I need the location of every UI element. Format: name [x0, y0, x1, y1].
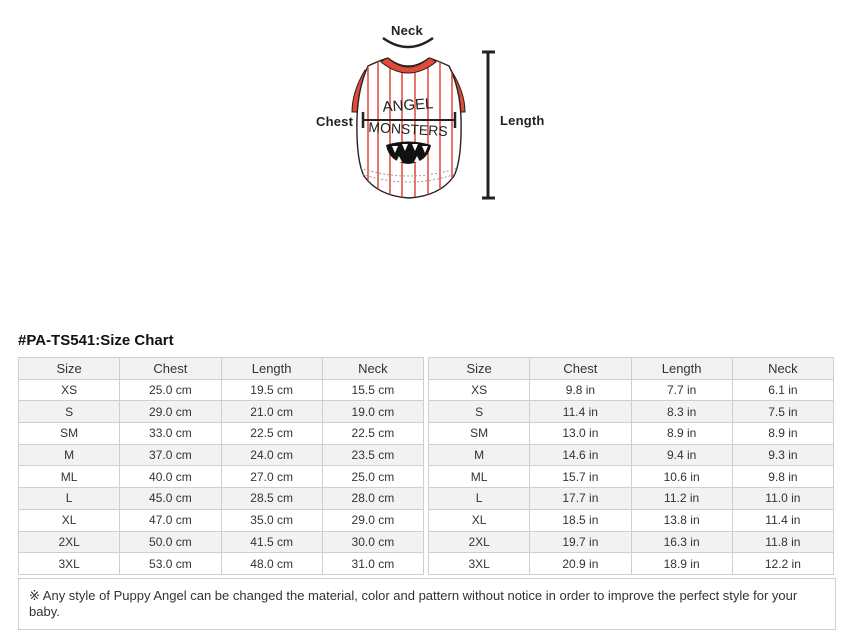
measure-cell: 7.7 in: [631, 379, 732, 401]
table-row: [19, 531, 424, 553]
table-row: [429, 444, 834, 466]
header-cell: Neck: [732, 358, 833, 380]
table-row: [19, 509, 424, 531]
size-cell: M: [429, 444, 530, 466]
table-row: [19, 466, 424, 488]
table-row: [429, 466, 834, 488]
measure-cell: 8.9 in: [631, 423, 732, 445]
header-cell: Chest: [530, 358, 631, 380]
measure-cell: 21.0 cm: [221, 401, 322, 423]
size-cell: 3XL: [19, 553, 120, 575]
measure-cell: 24.0 cm: [221, 444, 322, 466]
table-row: [429, 531, 834, 553]
table-row: [19, 444, 424, 466]
table-header-row: [19, 358, 424, 380]
measure-cell: 29.0 cm: [322, 509, 423, 531]
measure-cell: 9.8 in: [530, 379, 631, 401]
size-cell: XS: [429, 379, 530, 401]
header-cell: Size: [429, 358, 530, 380]
table-row: [429, 379, 834, 401]
header-cell: Length: [221, 358, 322, 380]
measure-cell: 20.9 in: [530, 553, 631, 575]
measure-cell: 17.7 in: [530, 488, 631, 510]
table-row: [19, 379, 424, 401]
measure-cell: 8.3 in: [631, 401, 732, 423]
measure-cell: 30.0 cm: [322, 531, 423, 553]
header-cell: Size: [19, 358, 120, 380]
table-row: [429, 401, 834, 423]
measure-cell: 11.0 in: [732, 488, 833, 510]
table-row: [19, 423, 424, 445]
cm-table-body: [19, 379, 424, 574]
measure-cell: 25.0 cm: [120, 379, 221, 401]
measure-cell: 14.6 in: [530, 444, 631, 466]
measure-cell: 9.8 in: [732, 466, 833, 488]
size-cell: S: [429, 401, 530, 423]
note-text: ※ Any style of Puppy Angel can be changed the material, color and pattern without notice in order to improve the perfect style for your baby.: [29, 588, 798, 619]
header-cell: Neck: [322, 358, 423, 380]
measure-cell: 45.0 cm: [120, 488, 221, 510]
measure-cell: 19.0 cm: [322, 401, 423, 423]
measure-cell: 11.8 in: [732, 531, 833, 553]
size-chart-title: #PA-TS541:Size Chart: [18, 332, 174, 349]
measure-cell: 35.0 cm: [221, 509, 322, 531]
shirt-print-line2: MONSTERS: [368, 118, 449, 140]
table-row: [429, 488, 834, 510]
measure-cell: 33.0 cm: [120, 423, 221, 445]
size-cell: 2XL: [19, 531, 120, 553]
size-cell: S: [19, 401, 120, 423]
measure-cell: 6.1 in: [732, 379, 833, 401]
measure-cell: 18.5 in: [530, 509, 631, 531]
table-header-row: [429, 358, 834, 380]
measure-cell: 48.0 cm: [221, 553, 322, 575]
table-row: [429, 423, 834, 445]
measure-cell: 28.0 cm: [322, 488, 423, 510]
measure-cell: 7.5 in: [732, 401, 833, 423]
size-cell: ML: [19, 466, 120, 488]
table-row: [19, 488, 424, 510]
measure-cell: 41.5 cm: [221, 531, 322, 553]
measure-cell: 19.5 cm: [221, 379, 322, 401]
size-cell: XS: [19, 379, 120, 401]
size-cell: XL: [429, 509, 530, 531]
note-box: [18, 578, 836, 630]
size-cell: ML: [429, 466, 530, 488]
chest-label: Chest: [316, 114, 354, 129]
neck-measure-arc: [383, 38, 433, 47]
size-table-cm: [18, 357, 424, 575]
size-cell: 2XL: [429, 531, 530, 553]
in-table-body: [429, 379, 834, 574]
size-cell: M: [19, 444, 120, 466]
measure-cell: 15.5 cm: [322, 379, 423, 401]
neck-label: Neck: [391, 23, 423, 38]
measure-cell: 10.6 in: [631, 466, 732, 488]
measure-cell: 22.5 cm: [322, 423, 423, 445]
size-tables: [18, 357, 836, 577]
measure-cell: 15.7 in: [530, 466, 631, 488]
measure-cell: 13.8 in: [631, 509, 732, 531]
size-cell: 3XL: [429, 553, 530, 575]
measure-cell: 8.9 in: [732, 423, 833, 445]
measure-cell: 50.0 cm: [120, 531, 221, 553]
size-cell: SM: [19, 423, 120, 445]
measure-cell: 16.3 in: [631, 531, 732, 553]
header-cell: Chest: [120, 358, 221, 380]
table-row: [429, 553, 834, 575]
header-cell: Length: [631, 358, 732, 380]
table-row: [19, 553, 424, 575]
measure-cell: 53.0 cm: [120, 553, 221, 575]
measure-cell: 22.5 cm: [221, 423, 322, 445]
length-label: Length: [500, 113, 545, 128]
measure-cell: 31.0 cm: [322, 553, 423, 575]
measure-cell: 29.0 cm: [120, 401, 221, 423]
shirt-print-line1: ANGEL: [382, 95, 434, 116]
size-table-inch: [428, 357, 834, 575]
measure-cell: 40.0 cm: [120, 466, 221, 488]
measure-cell: 27.0 cm: [221, 466, 322, 488]
measure-cell: 11.4 in: [530, 401, 631, 423]
table-row: [19, 401, 424, 423]
measure-cell: 11.2 in: [631, 488, 732, 510]
measure-cell: 9.3 in: [732, 444, 833, 466]
measure-cell: 19.7 in: [530, 531, 631, 553]
measure-cell: 23.5 cm: [322, 444, 423, 466]
measure-cell: 37.0 cm: [120, 444, 221, 466]
size-cell: L: [19, 488, 120, 510]
measure-cell: 47.0 cm: [120, 509, 221, 531]
measure-cell: 13.0 in: [530, 423, 631, 445]
size-cell: XL: [19, 509, 120, 531]
measure-cell: 11.4 in: [732, 509, 833, 531]
table-row: [429, 509, 834, 531]
measure-cell: 9.4 in: [631, 444, 732, 466]
size-cell: SM: [429, 423, 530, 445]
measure-cell: 25.0 cm: [322, 466, 423, 488]
size-cell: L: [429, 488, 530, 510]
measure-cell: 12.2 in: [732, 553, 833, 575]
measure-cell: 18.9 in: [631, 553, 732, 575]
measure-cell: 28.5 cm: [221, 488, 322, 510]
